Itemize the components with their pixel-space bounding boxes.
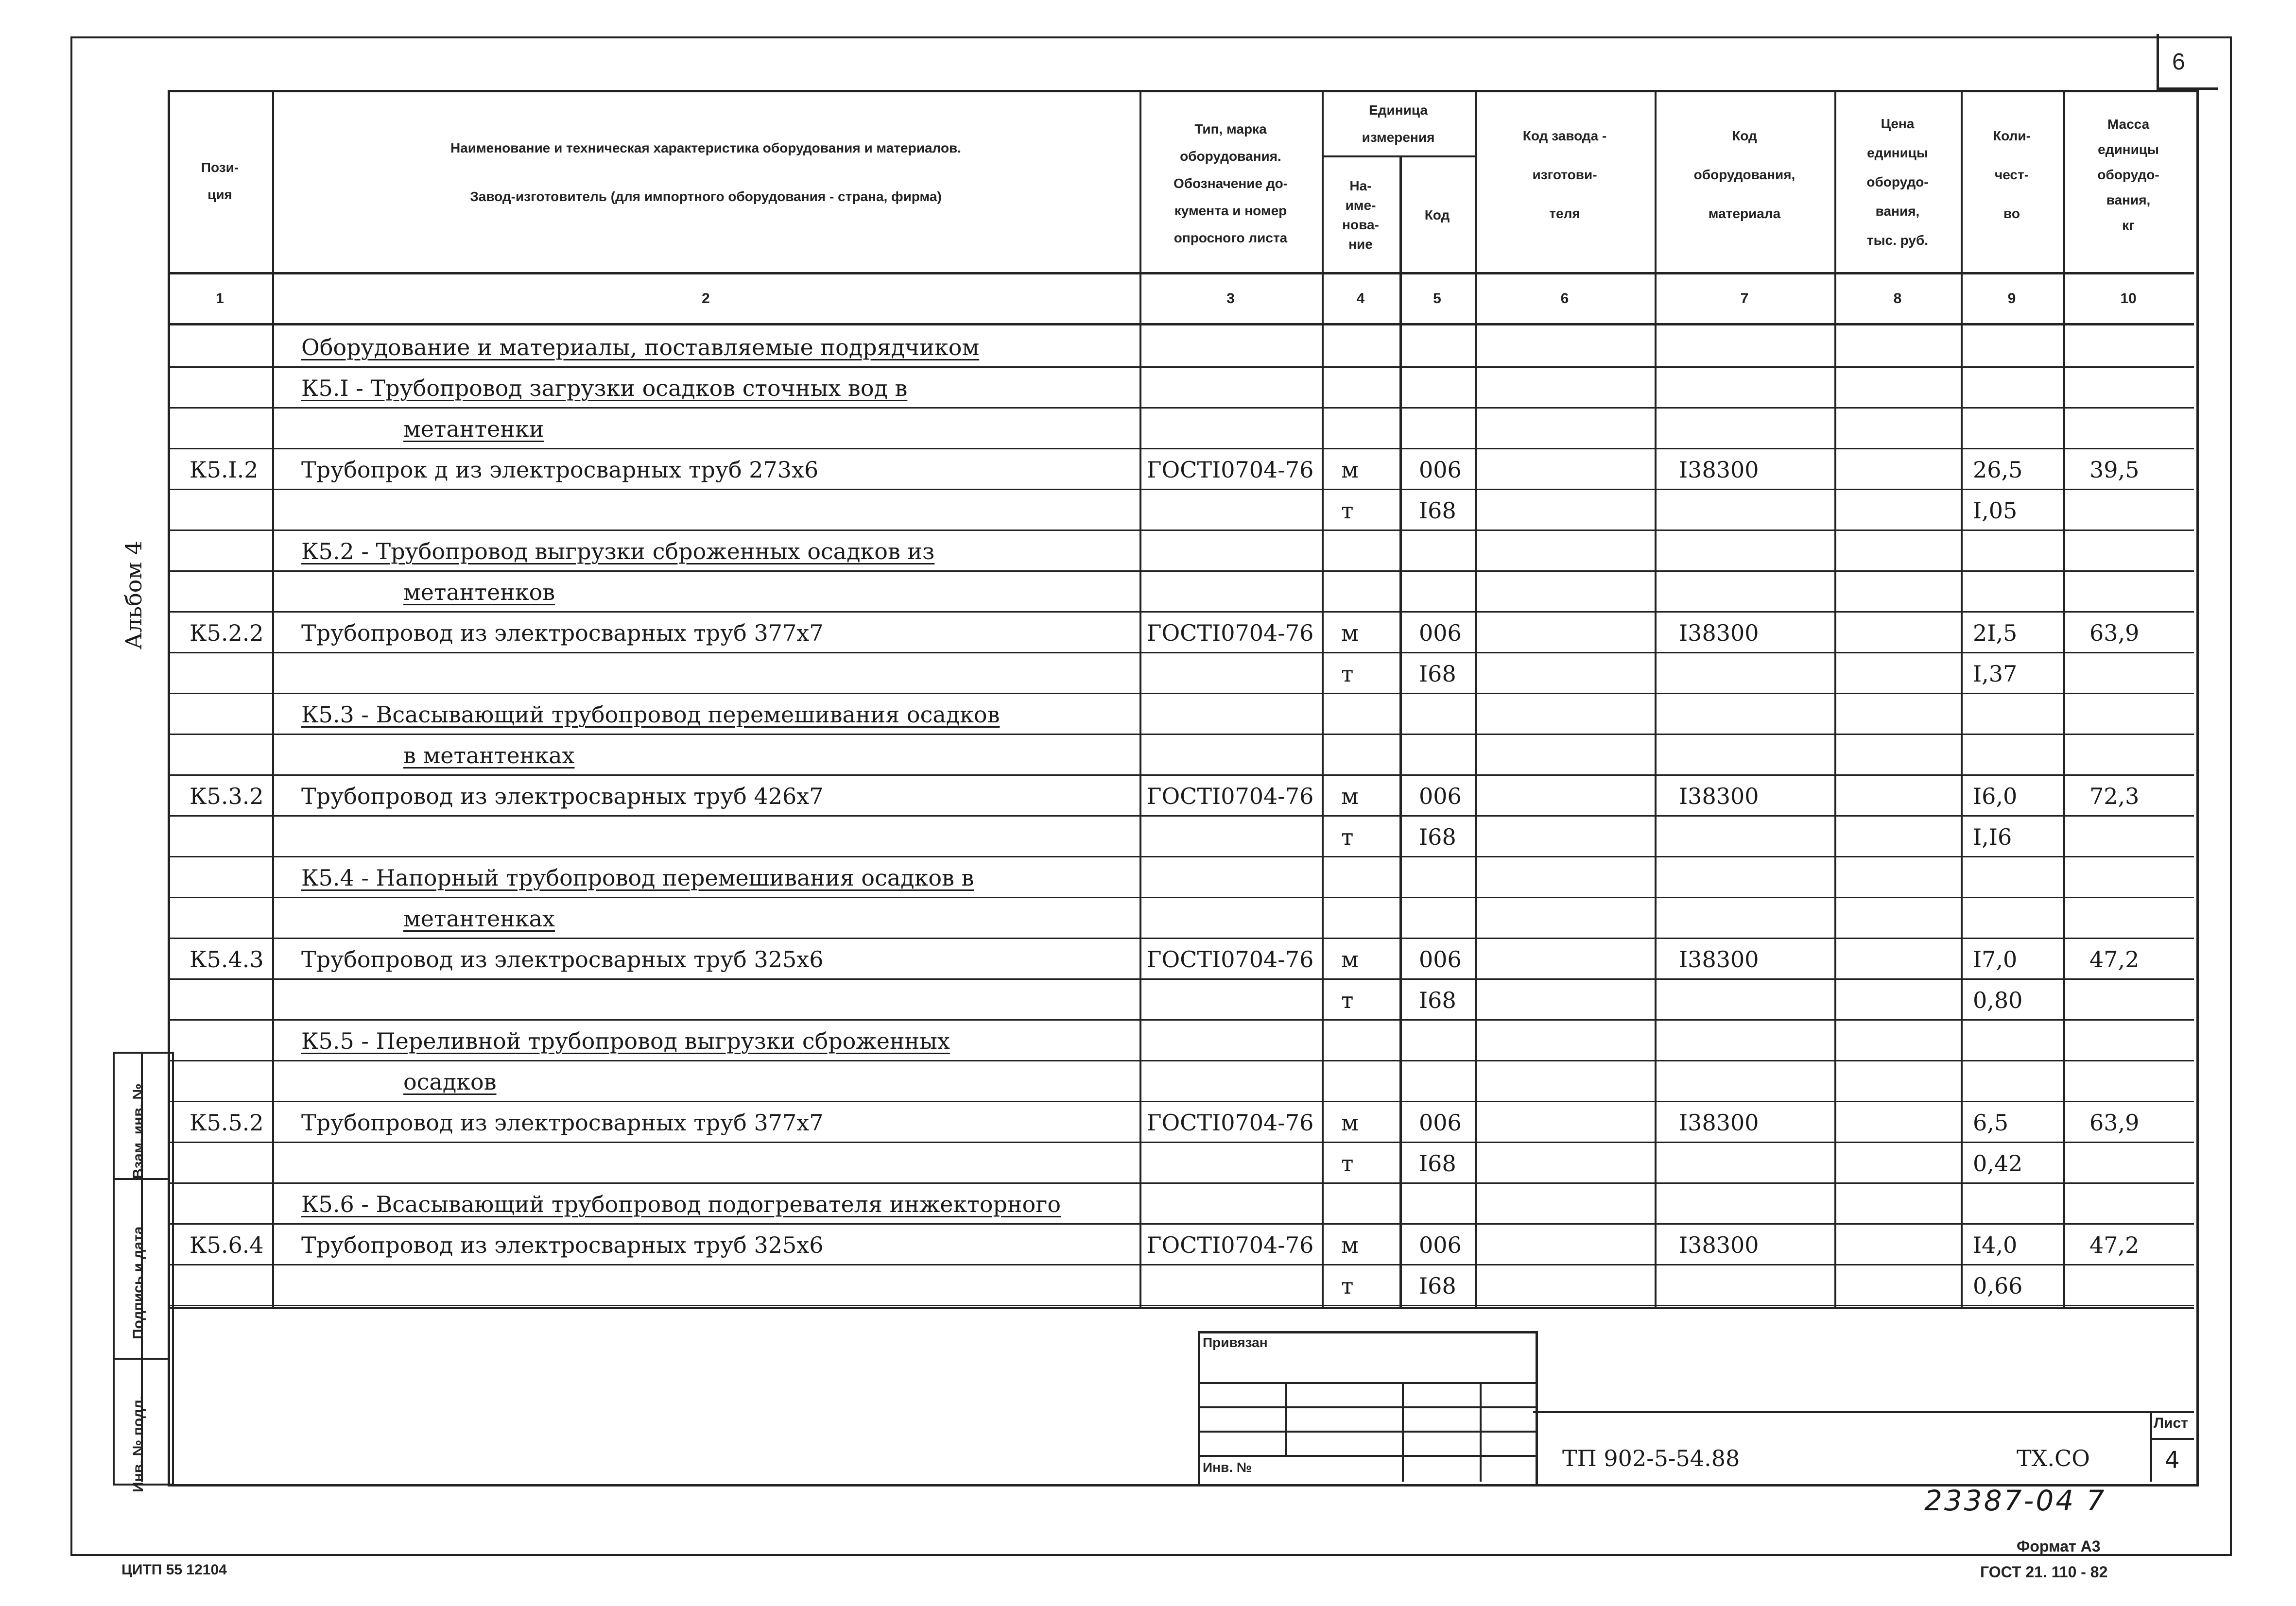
row-qty: I7,0 [1973,946,2018,973]
row-divider [168,856,2194,857]
row-divider [168,366,2194,368]
row-divider [168,611,2194,613]
row-doc: ГОСТI0704-76 [1147,946,1314,973]
row-name: Трубопровод из электросварных труб 377х7 [301,620,824,646]
row-divider [168,1264,2194,1265]
colnum-4: 4 [1356,290,1365,307]
row-name: Трубопровод из электросварных труб 325х6 [301,1232,824,1258]
row-mat: I38300 [1679,1110,1759,1136]
document-code: ТП 902-5-54.88 [1562,1445,1740,1471]
row-name: К5.I - Трубопровод загрузки осадков сточных вод в [301,375,908,401]
row-divider [168,1060,2194,1061]
row-divider [168,1305,2194,1306]
row-mass: 47,2 [2089,946,2140,973]
row-doc: ГОСТI0704-76 [1147,1110,1314,1136]
colnum-8: 8 [1893,290,1902,307]
row-mass: 39,5 [2089,457,2140,483]
row-name: метантенков [403,579,555,605]
row-qty: 6,5 [1973,1110,2009,1136]
row-pos: К5.2.2 [190,620,264,646]
footer-gost: ГОСТ 21. 110 - 82 [1980,1563,2108,1581]
album-label: Альбом 4 [121,540,147,649]
header-unit-name: На- име- нова- ние [1342,178,1379,252]
row-code: 006 [1419,1232,1462,1258]
row-name: К5.5 - Переливной трубопровод выгрузки сброженных [301,1028,950,1054]
row-pos: К5.4.3 [190,946,264,973]
row-divider [168,815,2194,817]
row-divider [168,978,2194,980]
header-doc: Тип, марка оборудования. Обозначение до- кумента и номер опросного листа [1173,121,1288,245]
row-unit: т [1341,497,1354,524]
row-divider [168,897,2194,898]
inv-orig-label: Инв. № подл. [130,1395,146,1492]
row-name: Трубопровод из электросварных труб 377х7 [301,1110,824,1136]
row-divider [168,652,2194,653]
row-qty: I,05 [1973,497,2018,524]
row-pos: К5.6.4 [190,1232,264,1258]
row-code: I68 [1419,987,1456,1013]
colnum-6: 6 [1560,290,1569,307]
row-doc: ГОСТI0704-76 [1147,783,1314,809]
row-qty: 0,66 [1973,1273,2023,1299]
colnum-9: 9 [2007,290,2016,307]
row-qty: I,I6 [1973,824,2012,850]
header-name-line1: Наименование и техническая характеристика оборудования и материалов. [450,140,962,155]
handwritten-number: 23387-04 7 [1924,1484,2106,1517]
row-mass: 63,9 [2089,1110,2140,1136]
row-divider [168,1223,2194,1225]
row-code: I68 [1419,497,1456,524]
row-divider [168,1142,2194,1143]
row-unit: м [1341,1232,1359,1258]
colnum-7: 7 [1740,290,1749,307]
row-code: I68 [1419,661,1456,687]
sheet-corner-box [2157,34,2218,90]
row-name: К5.2 - Трубопровод выгрузки сброженных осадков из [301,538,935,564]
row-code: 006 [1419,1110,1462,1136]
row-code: 006 [1419,783,1462,809]
colnum-3: 3 [1226,290,1235,307]
bound-label: Привязан [1203,1335,1268,1350]
row-name: К5.3 - Всасывающий трубопровод перемешивания осадков [301,701,1000,728]
colnum-2: 2 [702,290,710,307]
row-code: I68 [1419,824,1456,850]
colnum-10: 10 [2120,290,2137,307]
row-pos: К5.5.2 [190,1110,264,1136]
header-plant-code: Код завода - изготови- теля [1522,128,1607,221]
row-name: Трубопровод из электросварных труб 426х7 [301,783,824,809]
row-mat: I38300 [1679,783,1759,809]
row-divider [168,734,2194,735]
colnum-5: 5 [1433,290,1441,307]
row-doc: ГОСТI0704-76 [1147,457,1314,483]
sheet-corner-number: 6 [2172,49,2185,75]
colnum-1: 1 [216,290,224,307]
row-name: осадков [403,1069,497,1095]
stamp-inv-label: Инв. № [1203,1460,1252,1475]
row-unit: т [1341,661,1354,687]
row-name: Оборудование и материалы, поставляемые подрядчиком [301,334,980,360]
row-pos: К5.I.2 [190,457,259,483]
row-divider [168,774,2194,776]
header-unit-code: Код [1424,207,1450,222]
header-unit: Единица измерения [1362,103,1435,145]
row-qty: 2I,5 [1973,620,2018,646]
row-pos: К5.3.2 [190,783,264,809]
row-unit: м [1341,1110,1359,1136]
row-name: метантенки [403,416,544,442]
row-mat: I38300 [1679,1232,1759,1258]
row-divider [168,1182,2194,1184]
row-name: К5.4 - Напорный трубопровод перемешивания осадков в [301,865,974,891]
row-code: I68 [1419,1150,1456,1177]
row-unit: т [1341,987,1354,1013]
row-doc: ГОСТI0704-76 [1147,620,1314,646]
footer-format: Формат А3 [2017,1538,2101,1555]
row-qty: I,37 [1973,661,2018,687]
row-mass: 47,2 [2089,1232,2140,1258]
row-unit: м [1341,946,1359,973]
row-divider [168,1019,2194,1021]
row-mass: 63,9 [2089,620,2140,646]
row-unit: м [1341,620,1359,646]
row-doc: ГОСТI0704-76 [1147,1232,1314,1258]
header-position: Пози- ция [201,159,239,202]
row-mass: 72,3 [2089,783,2140,809]
row-code: 006 [1419,457,1462,483]
row-divider [168,530,2194,531]
header-material-code: Код оборудования, материала [1693,128,1795,221]
replace-inv-label: Взам. инв. № [130,1083,146,1179]
row-divider [168,938,2194,939]
row-name: метантенках [403,906,555,932]
row-code: 006 [1419,620,1462,646]
row-code: 006 [1419,946,1462,973]
row-name: Трубопровод из электросварных труб 325х6 [301,946,824,973]
row-name: в метантенках [403,742,575,769]
header-price: Цена единицы оборудо- вания, тыс. руб. [1866,116,1929,248]
row-name: Трубопрок д из электросварных труб 273х6 [301,457,819,483]
row-divider [168,489,2194,490]
row-mat: I38300 [1679,457,1759,483]
footer-left: ЦИТП 55 12104 [121,1562,227,1578]
row-unit: т [1341,824,1354,850]
row-unit: м [1341,457,1359,483]
row-qty: 26,5 [1973,457,2023,483]
row-unit: м [1341,783,1359,809]
sheet-label: Лист [2154,1415,2188,1431]
sheet-number: 4 [2165,1447,2180,1474]
row-code: I68 [1419,1273,1456,1299]
row-mat: I38300 [1679,946,1759,973]
row-qty: I4,0 [1973,1232,2018,1258]
row-unit: т [1341,1150,1354,1177]
header-name-line2: Завод-изготовитель (для импортного оборудования - страна, фирма) [470,189,942,204]
row-qty: I6,0 [1973,783,2018,809]
sign-date-label: Подпись и дата [130,1226,146,1339]
row-divider [168,570,2194,572]
document-mark: ТХ.СО [2017,1445,2090,1471]
row-divider [168,1101,2194,1102]
row-unit: т [1341,1273,1354,1299]
row-divider [168,407,2194,409]
row-divider [168,693,2194,694]
row-mat: I38300 [1679,620,1759,646]
header-quantity: Коли- чест- во [1993,128,2031,221]
row-divider [168,448,2194,449]
row-name: К5.6 - Всасывающий трубопровод подогревателя инжекторного [301,1191,1061,1217]
header-mass: Масса единицы оборудо- вания, кг [2097,117,2159,233]
row-qty: 0,80 [1973,987,2023,1013]
row-qty: 0,42 [1973,1150,2023,1177]
